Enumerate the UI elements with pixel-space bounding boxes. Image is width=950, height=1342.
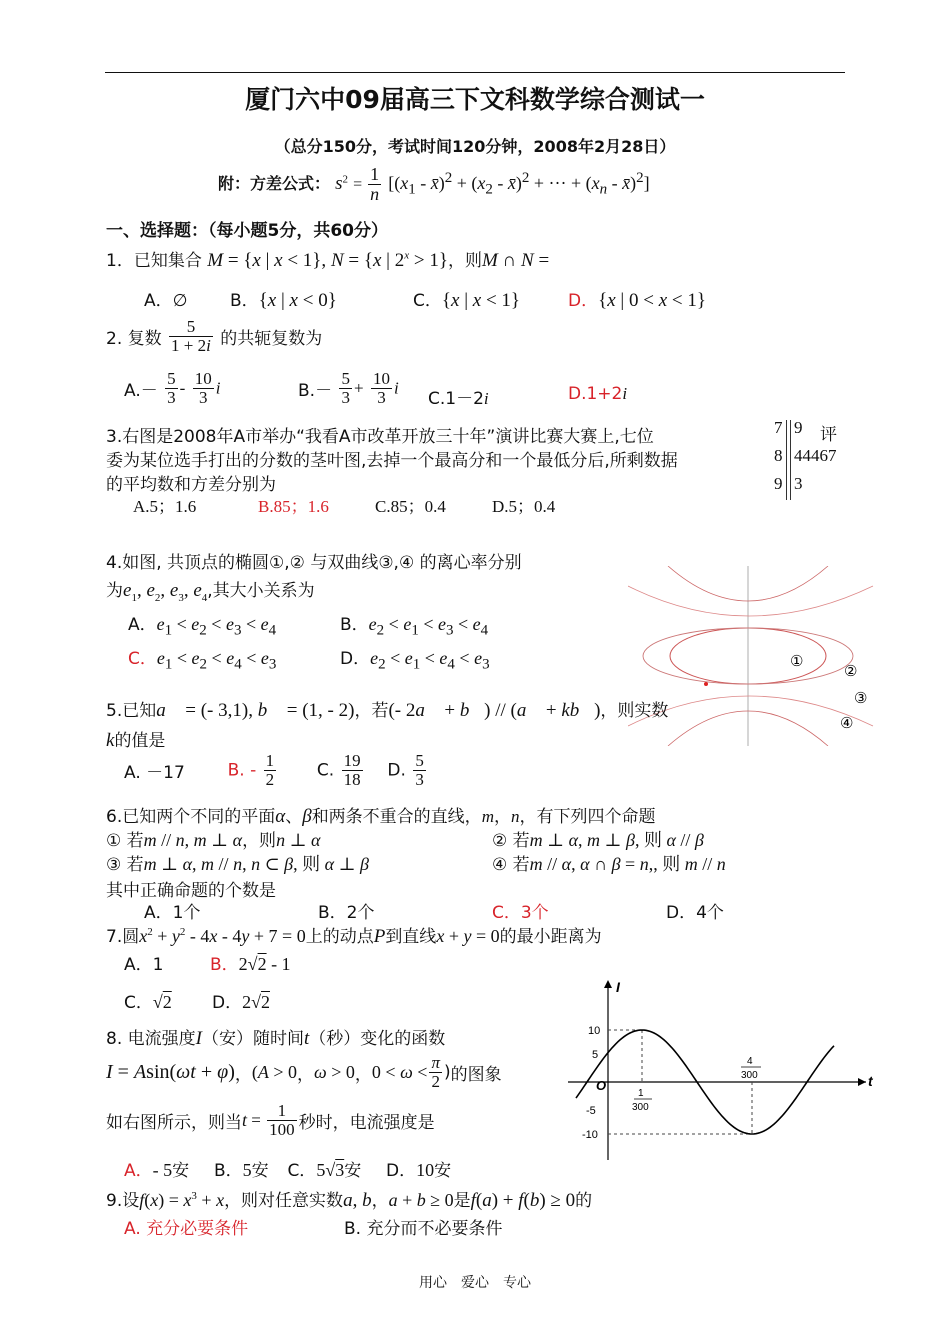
q9-option-a: A. 充分必要条件 <box>124 1219 249 1239</box>
q8-line-3: 如右图所示，则当t = $\frac{1}{100}$ 秒时，电流强度是 <box>106 1101 435 1139</box>
q2-option-a: A.－ $\frac{5}{3}$ - $\frac{10}{3}$ i <box>124 369 221 407</box>
q3-option-b: B.85；1.6 <box>258 497 329 516</box>
q7-option-d: D．2√2 <box>212 992 270 1013</box>
formula-label: 附：方差公式： <box>218 173 331 193</box>
q3-line-1: 3.右图是2008年A市举办“我看A市改革开放三十年”演讲比赛大赛上,七位 <box>106 427 654 447</box>
q6-closing: 其中正确命题的个数是 <box>106 881 276 901</box>
label-3: ③ <box>854 690 868 707</box>
t-axis-arrow <box>858 1078 866 1086</box>
q3-option-a: A.5；1.6 <box>133 497 197 516</box>
q5-option-c: C. <box>316 760 335 781</box>
section-heading: 一、选择题：（每小题5分，共60分） <box>106 221 388 241</box>
question-6: 6.已知两个不同的平面α、β和两条不重合的直线，m，n，有下列四个命题 <box>106 806 656 827</box>
focus-point <box>704 682 708 686</box>
leaf-8: 44467 <box>794 446 837 465</box>
q1-option-b: B．{x | x < 0} <box>230 290 337 311</box>
page-title: 厦门六中09届高三下文科数学综合测试一 <box>245 85 705 114</box>
leaf-9: 3 <box>794 474 803 493</box>
stem-9: 9 <box>774 474 783 493</box>
q6-proposition-4: ④ 若m // α, α ∩ β = n,, 则 m // n <box>492 854 726 875</box>
q7-option-c: C．√2 <box>124 992 172 1013</box>
current-graph <box>566 976 876 1162</box>
q6-proposition-3: ③ 若m ⊥ α, m // n, n ⊂ β, 则 α ⊥ β <box>106 854 369 875</box>
q6-proposition-2: ② 若m ⊥ α, m ⊥ β, 则 α // β <box>492 830 704 851</box>
q6-option-a: A．1个 <box>144 903 201 923</box>
q5-options: A. －17 B. - $\frac{1}{2}$ C. $\frac{19}{18}$ D. $\frac{5}{3}$ <box>124 751 424 789</box>
ytick-5: 5 <box>592 1049 599 1061</box>
ytick-10: 10 <box>588 1025 601 1037</box>
question-5: 5.已知a⃗ = (- 3,1), b⃗ = (1, - 2)，若(- 2a⃗ + b⃗) // (a⃗ + kb⃗)，则实数 <box>106 700 669 721</box>
top-rule <box>105 72 845 73</box>
x1-num: 1 <box>638 1088 644 1099</box>
q6-proposition-1: ① 若m // n, m ⊥ α，则n ⊥ α <box>106 830 321 851</box>
label-2: ② <box>844 663 858 680</box>
ytick-neg5: -5 <box>586 1105 596 1117</box>
question-9: 9.设$f(x) = x^3 + x$，则对任意实数a, b，a + b ≥ 0是f(a) + f(b) ≥ 0的 <box>106 1190 593 1211</box>
q7-option-a: A．1 <box>124 955 164 975</box>
q5-option-d: D. <box>387 760 406 781</box>
label-4: ④ <box>840 715 854 732</box>
stem-7: 7 <box>774 418 783 437</box>
stem-leaf-side-label: 评 <box>820 425 837 445</box>
page-footer: 用心 爱心 专心 <box>419 1275 531 1291</box>
conic-figure <box>628 566 898 746</box>
q4-option-b: B．$e_2 < e_1 < e_3 < e_4$ <box>340 614 489 639</box>
q6-option-d: D．4个 <box>666 903 724 923</box>
q7-option-b: B．2√2 - 1 <box>210 954 291 975</box>
q4-line-2: 为$e_1$, $e_2$, $e_3$, $e_4$,其大小关系为 <box>106 580 315 604</box>
leaf-7: 9 <box>794 418 803 437</box>
variance-formula: 附：方差公式： $s^2$ = $\frac{1}{n}$ [($x_1$ - x̄)$^2$ + ($x_2$ - x̄)$^2$ + ··· + ($x_n$ - x̄)$^2$] <box>218 164 650 204</box>
q2-option-b: B.－ $\frac{5}{3}$ + $\frac{10}{3}$ i <box>298 369 399 407</box>
label-1: ① <box>790 653 804 670</box>
q5-option-a: A. －17 <box>124 762 185 783</box>
q1-option-a: A．∅ <box>144 291 188 311</box>
x2-num: 4 <box>747 1056 753 1067</box>
origin-label: O <box>596 1078 607 1093</box>
q8-options: A．- 5安 B．5安 C．5√3安 D．10安 <box>124 1160 452 1181</box>
i-axis-arrow <box>604 980 612 988</box>
q3-line-2: 委为某位选手打出的分数的茎叶图,去掉一个最高分和一个最低分后,所剩数据 <box>106 451 678 471</box>
q1-option-c: C．{x | x < 1} <box>413 290 521 311</box>
q4-option-d: D．$e_2 < e_1 < e_4 < e_3$ <box>340 648 490 673</box>
question-2: 2. 复数 $\frac{5}{1 + 2i}$ 的共轭复数为 <box>106 317 323 355</box>
ytick-neg10: -10 <box>582 1129 598 1141</box>
q4-line-1: 4.如图, 共顶点的椭圆①,② 与双曲线③,④ 的离心率分别 <box>106 553 522 573</box>
q3-option-d: D.5；0.4 <box>492 497 556 516</box>
t-axis-label: t <box>868 1073 873 1089</box>
q6-option-b: B．2个 <box>318 903 375 923</box>
x1-den: 300 <box>632 1102 649 1113</box>
i-axis-label: I <box>616 979 620 995</box>
q4-option-c: C．$e_1 < e_2 < e_4 < e_3$ <box>128 648 277 673</box>
q6-option-c: C．3个 <box>492 903 549 923</box>
q3-option-c: C.85；0.4 <box>375 497 446 516</box>
q4-option-a: A．$e_1 < e_2 < e_3 < e_4$ <box>128 614 277 639</box>
x2-den: 300 <box>741 1070 758 1081</box>
q8-function: I = Asin(ωt + φ)，(A > 0，ω > 0，0 < ω < $\frac{\pi}{2}$ )的图象 <box>106 1053 502 1091</box>
q3-line-3: 的平均数和方差分别为 <box>106 475 276 495</box>
q5-option-b: B. - <box>227 760 257 781</box>
question-7: 7.圆$x^2 + y^2 - 4x - 4y + 7 = 0$上的动点P到直线x + y = 0的最小距离为 <box>106 926 602 947</box>
question-8: 8. 电流强度I（安）随时间t（秒）变化的函数 <box>106 1028 446 1049</box>
stem-8: 8 <box>774 446 783 465</box>
q1-option-d: D．{x | 0 < x < 1} <box>568 290 706 311</box>
exam-info: （总分150分，考试时间120分钟，2008年2月28日） <box>274 137 676 156</box>
q2-option-d: D.1+2i <box>568 384 628 404</box>
q2-option-c: C.1－2i <box>428 389 489 409</box>
q5-line-2: k的值是 <box>106 730 166 751</box>
q9-option-b: B. 充分而不必要条件 <box>344 1219 503 1239</box>
question-1: 1．已知集合 M = {x | x < 1}, N = {x | $2^x > 1$}，则M ∩ N = <box>106 249 550 271</box>
